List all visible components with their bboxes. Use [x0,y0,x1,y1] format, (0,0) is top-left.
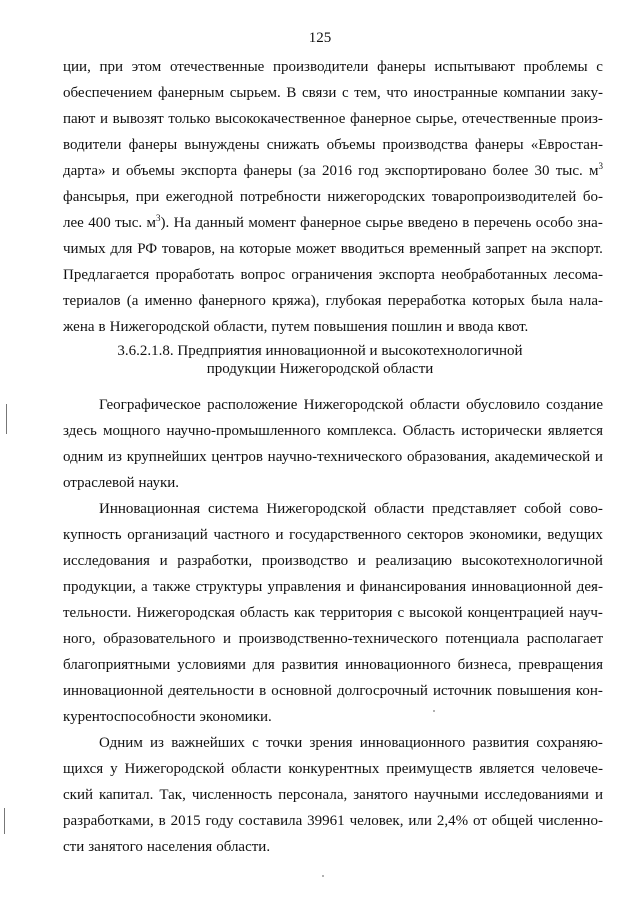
word: нижегородских [327,189,426,205]
word: фанерного [198,293,266,309]
word: экономики, [469,527,542,543]
word: из [150,735,164,751]
text-line [63,162,603,180]
word: иностранные [413,85,498,101]
word: более [492,163,529,179]
text-line [99,396,603,414]
word: тем, [354,85,381,101]
word: и [346,579,355,595]
word: сохраняю- [536,735,603,751]
text-line [63,110,603,128]
word: запрет [485,241,527,257]
word: 2,4% [436,813,469,829]
scan-margin-mark [6,404,7,434]
word: глубокая [325,293,382,309]
word: научно-промышленного [166,423,321,439]
word: сырьем. [229,85,281,101]
word: секторов [407,527,464,543]
page-number: 125 [308,30,332,46]
word: перечень [473,215,532,231]
text-line [63,448,603,466]
word: объемы [125,163,175,179]
word: и [111,163,120,179]
word: В [286,85,297,101]
word: и [446,319,455,335]
word: и [159,553,168,569]
word: важнейших [171,735,245,751]
word: или [408,813,432,829]
word: потребности [239,189,321,205]
word: экспорта [180,163,238,179]
word: конкурентных [288,761,380,777]
word: может [295,241,336,257]
word: основной [271,683,332,699]
text-line [63,604,603,622]
word: 30 [534,163,550,179]
word: сти [63,839,85,855]
word: с [596,59,603,75]
word: представляет [432,501,517,517]
word: ограничения [291,267,373,283]
word: в [98,319,106,335]
text-line [99,734,603,752]
word: год [358,163,379,179]
word: кон- [575,683,603,699]
word: экспортировано [384,163,487,179]
word: источник [432,683,493,699]
word: продукции, [63,579,136,595]
word: для [252,657,275,673]
word: зна- [577,215,603,231]
word: исследованиями [484,787,589,803]
word: вывозят [112,111,164,127]
word: территория [319,605,393,621]
word: с [252,735,259,751]
word: и [594,449,603,465]
word: превращения [518,657,603,673]
word: Инновационная [99,501,201,517]
word: щихся [63,761,104,777]
word: у [110,761,118,777]
word: проработать [155,267,235,283]
word: в [158,813,166,829]
word: персонала, [278,787,348,803]
word: науч- [568,605,603,621]
word: переработка [387,293,466,309]
word: (за [298,163,316,179]
text-line [63,812,603,830]
word: области. [216,839,271,855]
word: высококачественное [215,111,346,127]
word: разработками, [63,813,154,829]
word: финансирования [359,579,467,595]
word: в [462,215,470,231]
word: с [397,605,405,621]
word: и [357,553,366,569]
word: териалов [63,293,121,309]
scan-dot [322,875,324,877]
word: из [108,449,122,465]
word: и [594,787,603,803]
text-line [63,318,603,336]
word: особо [535,215,573,231]
word: временный [409,241,481,257]
text-line [63,552,603,570]
word: фанерным [157,85,225,101]
word: фансырья, [63,189,130,205]
word: снижать [266,137,320,153]
word: сово- [569,501,603,517]
word: структуры [195,579,263,595]
word: (а [126,293,139,309]
word: является [547,423,603,439]
word: Нижегородская [136,605,235,621]
word: ного, [63,631,96,647]
word: 2015 [170,813,201,829]
word: повышения [497,683,571,699]
word: при [135,189,160,205]
word: которых [472,293,525,309]
word: дея- [576,579,603,595]
word: сырье [365,215,404,231]
text-line [63,708,603,726]
word: концентрацией [467,605,564,621]
word: научно-технического [267,449,403,465]
word: с [341,85,349,101]
text-line [63,84,603,102]
word: экспорта [378,267,435,283]
text-line [63,760,603,778]
word: точки [265,735,303,751]
word: связи [301,85,337,101]
word: отраслевой [63,475,135,491]
word: производства [382,137,468,153]
word: мощного [102,423,161,439]
word: инновационной [471,579,572,595]
word: фанеры [243,163,292,179]
word: курентоспособности [63,709,196,725]
word: образовательного [103,631,216,647]
word: условиями [177,657,246,673]
text-line [63,786,603,804]
word: центров [211,449,263,465]
word: реализацию [375,553,452,569]
word: 2016 [321,163,352,179]
word: введено [407,215,458,231]
word: разработки, [177,553,253,569]
word: экономики. [199,709,272,725]
word: Нижегородской [303,397,404,413]
section-heading-line: 3.6.2.1.8. Предприятия инновационной и высокотехнологичной [117,343,523,359]
text-line [63,58,603,76]
word: собой [524,501,562,517]
word: фанеры [475,137,524,153]
word: капитал. [99,787,154,803]
word: деятельности [168,683,255,699]
word: бо- [582,189,603,205]
word: научными [413,787,479,803]
word: расположение [207,397,298,413]
word: водители [63,137,122,153]
word: при [99,59,124,75]
text-line [99,500,603,518]
word: которые [239,241,292,257]
word: численность [191,787,273,803]
word: этом [131,59,162,75]
word: человече- [541,761,603,777]
word: инновационного [345,657,451,673]
word: Нижегородской [266,501,367,517]
word: общей [491,813,534,829]
word: момент [248,215,296,231]
word: создание [546,397,603,413]
word: области [409,397,460,413]
word: система [207,501,259,517]
word: Нижегородской [124,761,225,777]
word: отечественные [169,59,265,75]
word: купность [63,527,122,543]
word: долгосрочный [336,683,428,699]
word: фанерное [350,111,412,127]
word: вводиться [340,241,405,257]
word: здесь [63,423,97,439]
word: ежегодной [165,189,234,205]
word: на [531,241,547,257]
word: РФ [137,241,158,257]
word: высокотехнологичной [461,553,603,569]
scan-dot [433,710,435,712]
text-line [63,838,603,856]
text-line [63,240,603,258]
word: Одним [99,735,143,751]
word: ведущих [547,527,603,543]
word: и [99,111,108,127]
word: производители [272,59,369,75]
word: исторически [461,423,542,439]
word: исследования [63,553,150,569]
text-line [63,526,603,544]
word: пают [63,111,96,127]
word: занятого [88,839,143,855]
word: сырье, [415,111,458,127]
word: компании [503,85,566,101]
word: Нижегородской [109,319,210,335]
word: нала- [569,293,603,309]
word: является [479,761,535,777]
scan-margin-mark [4,808,5,834]
word: данный [195,215,244,231]
word: развития [281,657,339,673]
word: объемы [326,137,376,153]
word: дарта» [63,163,106,179]
word: Область [402,423,455,439]
word: производство [261,553,349,569]
word: высокой [409,605,463,621]
word: году [205,813,234,829]
word: человек, [349,813,404,829]
word: тыс. [115,215,143,231]
word: преимуществ [386,761,473,777]
word: товаров, [161,241,216,257]
word: На [173,215,192,231]
word: «Евростан- [530,137,603,153]
word: ский [63,787,93,803]
word: отечественные [461,111,557,127]
word: $м^3$ [588,161,603,179]
word: образования, [407,449,490,465]
word: фанерное [300,215,362,231]
word: вопрос [240,267,286,283]
text-line [63,188,603,206]
word: тыс. [555,163,583,179]
section-heading-line: продукции Нижегородской области [206,361,434,377]
word: пошлин [391,319,443,335]
text-line [63,292,603,310]
word: зрения [309,735,353,751]
word: путем [271,319,310,335]
word: заку- [570,85,603,101]
word: населения [146,839,213,855]
word: потенциала [445,631,520,647]
word: инновационной [63,683,164,699]
word: что [386,85,408,101]
word: экспорт. [550,241,603,257]
word: и [222,631,232,647]
word: инновационного [359,735,466,751]
word: государственного [289,527,402,543]
word: также [152,579,191,595]
word: обеспечением [63,85,153,101]
word: занятого [353,787,408,803]
text-line [63,214,603,232]
word: для [110,241,133,257]
word: только [168,111,211,127]
word: тельности. [63,605,132,621]
word: квот. [497,319,529,335]
word: обусловило [466,397,540,413]
word: крупнейших [126,449,207,465]
word: производственно-технического [238,631,438,647]
word: составила [238,813,303,829]
word: лее [63,215,84,231]
word: в [259,683,267,699]
word: чимых [63,241,106,257]
word: от [472,813,487,829]
word: испытывают [434,59,515,75]
word: товаропроизводителей [431,189,577,205]
word: ввода [458,319,494,335]
word: проблемы [523,59,588,75]
word: организаций [127,527,208,543]
word: науки. [138,475,180,491]
text-line [63,656,603,674]
word: необработанных [441,267,548,283]
word: 39961 [307,813,345,829]
word: одним [63,449,104,465]
word: комплекса. [326,423,397,439]
word: и [275,527,284,543]
word: академической [494,449,591,465]
text-line [63,266,603,284]
word: управления [267,579,342,595]
word: произ- [560,111,603,127]
word: ции, [63,59,91,75]
word: кряжа), [272,293,320,309]
text-line [63,136,603,154]
word: области [231,761,282,777]
text-line [63,578,603,596]
word: на [219,241,235,257]
text-line [63,474,603,492]
word: как [293,605,315,621]
word: область [239,605,289,621]
word: именно [144,293,193,309]
word: повышения [313,319,388,335]
word: области, [213,319,268,335]
word: бизнеса, [457,657,512,673]
text-line [63,682,603,700]
word: Предлагается [63,267,150,283]
word: фанеры [377,59,426,75]
word: жена [63,319,95,335]
word: Географическое [99,397,201,413]
text-line [63,422,603,440]
word: а [141,579,148,595]
word: благоприятными [63,657,171,673]
word: располагает [526,631,603,647]
word: $м^3$). [146,213,170,231]
word: Так, [159,787,186,803]
word: вынуждены [184,137,260,153]
word: области [374,501,425,517]
word: была [531,293,563,309]
word: 400 [88,215,111,231]
word: развития [472,735,530,751]
word: численно- [538,813,603,829]
text-line [63,630,603,648]
word: частного [213,527,270,543]
word: лесома- [553,267,603,283]
word: фанеры [128,137,178,153]
